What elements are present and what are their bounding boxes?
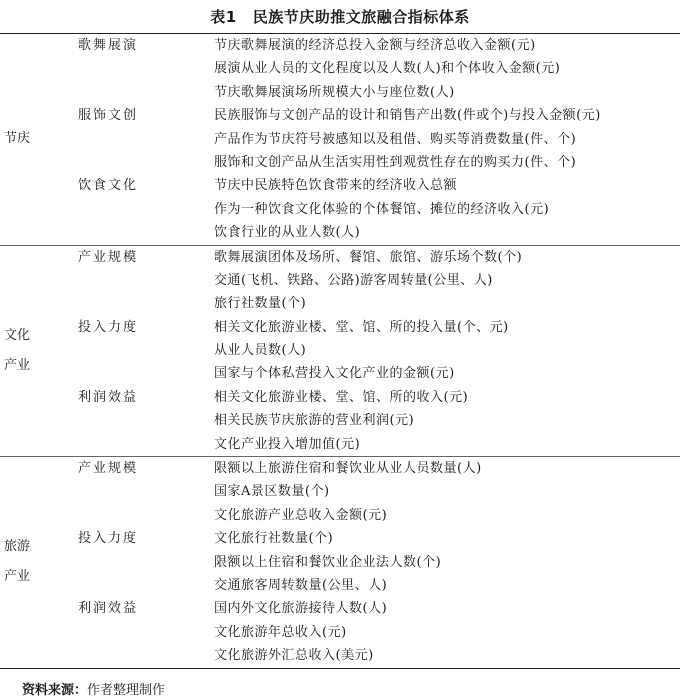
source-note (22, 679, 165, 698)
indicator-item: 文化旅行社数量(个) (214, 531, 334, 547)
indicator-item: 限额以上住宿和餐饮业企业法人数(个) (214, 554, 442, 570)
indicator-item: 相关文化旅游业楼、堂、馆、所的收入(元) (214, 389, 469, 405)
table-title (0, 6, 680, 27)
subcategory-row (66, 34, 680, 104)
indicator-item: 限额以上旅游住宿和餐饮业从业人员数量(人) (214, 461, 482, 477)
subcategory-label: 产业规模 (78, 249, 139, 265)
indicator-item: 节庆歌舞展演的经济总投入金额与经济总收入金额(元) (214, 38, 536, 53)
subcategory-list (66, 246, 680, 457)
indicator-item: 旅行社数量(个) (214, 296, 307, 312)
subcategory-label: 利润效益 (78, 389, 139, 405)
subcategory-row (66, 104, 680, 174)
subcategory-label: 投入力度 (78, 531, 139, 547)
subcategory-row (66, 386, 680, 456)
subcategory-row (66, 597, 680, 667)
indicator-item: 国家与个体私营投入文化产业的金额(元) (214, 366, 455, 382)
indicator-item: 相关文化旅游业楼、堂、馆、所的投入量(个、元) (214, 319, 509, 335)
subcategory-label: 歌舞展演 (78, 38, 139, 53)
subcategory-label: 饮食文化 (78, 178, 139, 194)
subcategory-label: 利润效益 (78, 601, 139, 617)
indicator-item: 文化产业投入增加值(元) (214, 436, 361, 452)
indicator-item: 交通(飞机、铁路、公路)游客周转量(公里、人) (214, 272, 493, 288)
indicator-item: 文化旅游外汇总收入(美元) (214, 648, 374, 664)
indicator-list (214, 174, 680, 244)
indicator-item: 作为一种饮食文化体验的个体餐馆、摊位的经济收入(元) (214, 201, 550, 217)
group-label: 节庆 (4, 131, 31, 147)
indicator-item: 歌舞展演团体及场所、餐馆、旅馆、游乐场个数(个) (214, 249, 523, 265)
indicator-item: 从业人员数(人) (214, 343, 307, 359)
indicator-list (214, 386, 680, 456)
group-label: 旅游 产业 (4, 539, 31, 585)
indicator-item: 节庆歌舞展演场所规模大小与座位数(人) (214, 84, 455, 100)
indicator-item: 相关民族节庆旅游的营业利润(元) (214, 413, 415, 429)
table-group (0, 245, 680, 457)
indicator-item: 饮食行业的从业人数(人) (214, 225, 361, 241)
indicator-list (214, 597, 680, 667)
indicator-list (214, 246, 680, 316)
subcategory-label: 投入力度 (78, 319, 139, 335)
subcategory-row (66, 246, 680, 316)
indicator-item: 文化旅游产业总收入金额(元) (214, 507, 388, 523)
indicator-item: 国内外文化旅游接待人数(人) (214, 601, 388, 617)
table-group (0, 34, 680, 245)
indicator-item: 民族服饰与文创产品的设计和销售产出数(件或个)与投入金额(元) (214, 108, 601, 124)
subcategory-row (66, 316, 680, 386)
indicator-item: 产品作为节庆符号被感知以及租借、购买等消费数量(件、个) (214, 131, 577, 147)
indicator-item: 展演从业人员的文化程度以及人数(人)和个体收入金额(元) (214, 61, 561, 77)
source-text: 作者整理制作 (87, 683, 166, 698)
indicator-item: 交通旅客周转数量(公里、人) (214, 577, 388, 593)
indicator-item: 节庆中民族特色饮食带来的经济收入总额 (214, 178, 458, 194)
subcategory-row (66, 457, 680, 527)
indicator-list (214, 316, 680, 386)
table-number: 表1 (210, 8, 237, 26)
indicator-item: 文化旅游年总收入(元) (214, 624, 347, 640)
indicator-list (214, 34, 680, 104)
subcategory-list (66, 34, 680, 245)
group-label: 文化 产业 (4, 327, 31, 373)
indicator-item: 国家A景区数量(个) (214, 484, 330, 500)
subcategory-label: 服饰文创 (78, 108, 139, 124)
table-group (0, 456, 680, 668)
indicator-list (214, 457, 680, 527)
table-caption: 民族节庆助推文旅融合指标体系 (252, 8, 470, 26)
subcategory-list (66, 457, 680, 668)
indicator-item: 服饰和文创产品从生活实用性到观赏性存在的购买力(件、个) (214, 154, 577, 170)
indicator-list (214, 527, 680, 597)
subcategory-row (66, 174, 680, 244)
source-label: 资料来源： (22, 683, 88, 698)
indicator-table (0, 33, 680, 669)
subcategory-row (66, 527, 680, 597)
subcategory-label: 产业规模 (78, 461, 139, 477)
indicator-list (214, 104, 680, 174)
